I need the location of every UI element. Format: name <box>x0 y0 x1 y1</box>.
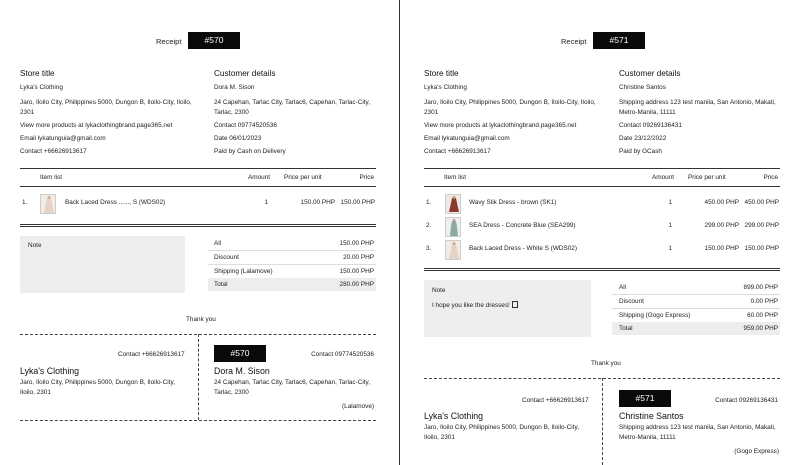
customer-heading: Customer details <box>619 69 681 78</box>
row-price: 450.00 PHP <box>744 199 779 206</box>
summary-total-value: 280.00 PHP <box>339 281 374 288</box>
store-address-line2: 2301 <box>424 109 439 116</box>
col-price: Price <box>359 174 374 181</box>
row-item-name: Wavy Slik Dress - brown (SK1) <box>469 199 557 206</box>
customer-name: Dora M. Sison <box>214 84 255 91</box>
col-amount: Amount <box>652 174 675 181</box>
store-name: Lyka's Clothing <box>424 84 467 91</box>
thank-you-text: Thank you <box>591 360 621 367</box>
receipt-number-badge: #570 <box>188 32 240 49</box>
receipt-label: Receipt <box>561 37 587 46</box>
summary-total-label: Total <box>214 281 228 288</box>
summary-shipping-value: 60.00 PHP <box>747 312 778 319</box>
slip-store-address-line1: Jaro, Iloilo City, Philippines 5000, Dungon B, Iloilo-City, <box>424 424 579 431</box>
row-price: 150.00 PHP <box>340 199 375 206</box>
row-amount: 1 <box>668 199 672 206</box>
summary-discount-value: 0.00 PHP <box>750 298 778 305</box>
summary-discount-value: 20.00 PHP <box>343 254 374 261</box>
note-label: Note <box>28 242 42 249</box>
col-item-list: Item list <box>40 174 63 181</box>
customer-address-line1: 24 Capehan, Tarlac City, Tarlac6, Capehan, Tarlac-City, <box>214 99 371 106</box>
row-index: 2. <box>426 222 432 229</box>
row-price: 299.00 PHP <box>744 222 779 229</box>
slip-receipt-number-badge: #571 <box>619 390 671 407</box>
summary-total-label: Total <box>619 325 633 332</box>
col-item-list: Item list <box>444 174 467 181</box>
dress-thumbnail-icon <box>40 194 56 214</box>
summary-all-value: 150.00 PHP <box>339 240 374 247</box>
receipt-number-badge: #571 <box>593 32 645 49</box>
summary-all-value: 899.00 PHP <box>743 284 778 291</box>
row-amount: 1 <box>264 199 268 206</box>
customer-address-line1: Shipping address 123 test manila, San Antonio, Makati, <box>619 99 776 106</box>
store-heading: Store title <box>20 69 55 78</box>
slip-store-address-line2: Iloilo, 2301 <box>424 434 455 441</box>
summary-shipping-value: 150.00 PHP <box>339 268 374 275</box>
note-box <box>20 236 185 293</box>
slip-customer-name: Dora M. Sison <box>214 366 270 376</box>
summary-shipping-label: Shipping (Gogo Express) <box>619 312 691 319</box>
payment-method: Paid by Cash on Delivery <box>214 148 286 155</box>
col-price-per-unit: Price per unit <box>284 174 322 181</box>
slip-store-name: Lyka's Clothing <box>424 411 484 421</box>
slip-customer-name: Christine Santos <box>619 411 684 421</box>
dress-thumbnail-icon <box>445 194 461 214</box>
slip-receipt-number-badge: #570 <box>214 345 266 362</box>
col-amount: Amount <box>248 174 271 181</box>
row-item-name: Back Laced Dress - White S (WDS02) <box>469 245 577 252</box>
slip-customer-address-line1: 24 Capehan, Tarlac City, Tarlac6, Capehan, Tarlac-City, <box>214 379 371 386</box>
row-price: 150.00 PHP <box>744 245 779 252</box>
customer-contact: Contact 09269136431 <box>619 122 682 129</box>
note-content <box>432 301 518 311</box>
slip-customer-address-line2: Metro-Manila, 11111 <box>619 434 676 441</box>
store-heading: Store title <box>424 69 459 78</box>
row-amount: 1 <box>668 222 672 229</box>
summary-discount-label: Discount <box>214 254 239 261</box>
payment-method: Paid by GCash <box>619 148 662 155</box>
dress-thumbnail-icon <box>445 217 461 237</box>
slip-courier: (Gogo Express) <box>734 448 779 455</box>
row-index: 1. <box>426 199 432 206</box>
col-price-per-unit: Price per unit <box>688 174 726 181</box>
slip-customer-contact: Contact 09774520536 <box>311 351 374 358</box>
row-index: 3. <box>426 245 432 252</box>
slip-customer-contact: Contact 09269136431 <box>715 397 778 404</box>
store-more-products-link[interactable]: View more products at lykaclothingbrand.page365.net <box>20 122 173 129</box>
note-box <box>424 280 591 337</box>
summary-total-value: 959.00 PHP <box>743 325 778 332</box>
thank-you-text: Thank you <box>186 316 216 323</box>
slip-store-contact: Contact +66626913617 <box>118 351 185 358</box>
store-email: Email lykatunguia@gmail.com <box>424 135 510 142</box>
note-text: I hope you like the dresses! <box>432 302 510 309</box>
slip-store-contact: Contact +66626913617 <box>522 397 589 404</box>
store-name: Lyka's Clothing <box>20 84 63 91</box>
store-contact: Contact +66626913617 <box>20 148 87 155</box>
row-index: 1. <box>22 199 28 206</box>
customer-contact: Contact 09774520536 <box>214 122 277 129</box>
order-date: Date 23/12/2022 <box>619 135 667 142</box>
summary-all-label: All <box>619 284 627 291</box>
slip-store-name: Lyka's Clothing <box>20 366 80 376</box>
customer-address-line2: Metro-Manila, 11111 <box>619 109 676 116</box>
dress-thumbnail-icon <box>445 240 461 260</box>
order-date: Date 06/01/2023 <box>214 135 262 142</box>
receipt-page-571 <box>401 0 800 465</box>
slip-courier: (Lalamove) <box>342 403 374 410</box>
slip-store-address-line2: Iloilo, 2301 <box>20 389 51 396</box>
row-unit-price: 450.00 PHP <box>704 199 739 206</box>
customer-name: Christine Santos <box>619 84 666 91</box>
checkbox[interactable] <box>512 301 518 308</box>
slip-customer-address-line1: Shipping address 123 test manila, San Antonio, Makati, <box>619 424 776 431</box>
store-address-line1: Jaro, Iloilo City, Philippines 5000, Dungon B, Iloilo-City, Iloilo, <box>424 99 596 106</box>
store-more-products-link[interactable]: View more products at lykaclothingbrand.page365.net <box>424 122 577 129</box>
slip-store-address-line1: Jaro, Iloilo City, Philippines 5000, Dungon B, Iloilo-City, <box>20 379 175 386</box>
col-price: Price <box>763 174 778 181</box>
row-unit-price: 299.00 PHP <box>704 222 739 229</box>
receipt-label: Receipt <box>156 37 182 46</box>
summary-discount-label: Discount <box>619 298 644 305</box>
slip-customer-address-line2: Tarlac, 2300 <box>214 389 249 396</box>
customer-heading: Customer details <box>214 69 276 78</box>
summary-shipping-label: Shipping (Lalamove) <box>214 268 273 275</box>
store-email: Email lykatunguia@gmail.com <box>20 135 106 142</box>
store-contact: Contact +66626913617 <box>424 148 491 155</box>
customer-address-line2: Tarlac, 2300 <box>214 109 249 116</box>
row-unit-price: 150.00 PHP <box>300 199 335 206</box>
note-label: Note <box>432 287 446 294</box>
row-unit-price: 150.00 PHP <box>704 245 739 252</box>
store-address-line1: Jaro, Iloilo City, Philippines 5000, Dungon B, Iloilo-City, Iloilo, <box>20 99 192 106</box>
store-address-line2: 2301 <box>20 109 35 116</box>
summary-all-label: All <box>214 240 222 247</box>
row-item-name: SEA Dress - Concrete Blue (SEA299) <box>469 222 576 229</box>
row-item-name: Back Laced Dress ......, S (WDS02) <box>65 199 166 206</box>
row-amount: 1 <box>668 245 672 252</box>
